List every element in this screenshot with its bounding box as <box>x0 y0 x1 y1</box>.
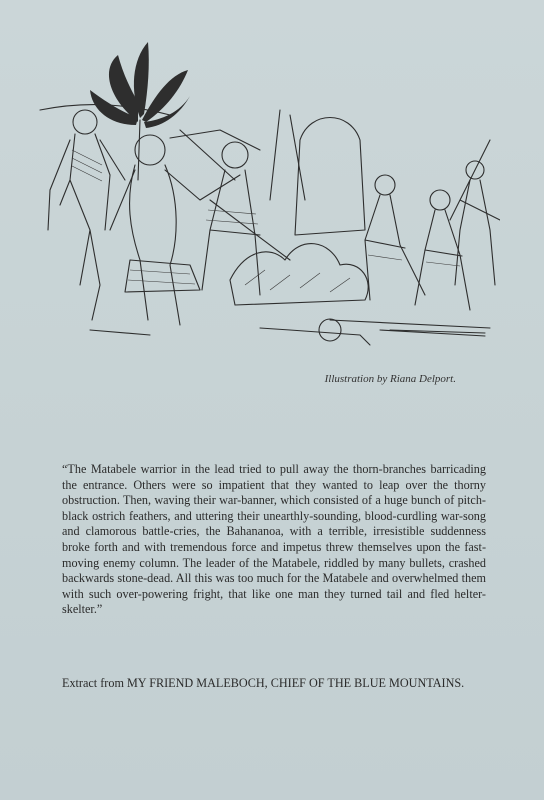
fallen-warrior <box>260 319 485 345</box>
warrior-illustration <box>30 30 500 360</box>
thorn-bush <box>230 244 368 305</box>
rock-outcrop <box>295 118 365 236</box>
central-warrior <box>110 130 260 325</box>
spear-warrior <box>180 130 290 295</box>
extract-source: Extract from MY FRIEND MALEBOCH, CHIEF OF THE BLUE MOUNTAINS. <box>62 676 465 690</box>
quoted-extract: “The Matabele warrior in the lead tried to pull away the thorn-branches barricading the entrance. Others were so impatient that they wanted to leap over the thorny obstruction. Then, waving their war-banner, which consisted of a huge bunch of pitch-black ostrich feathers, and uttering their unearthly-sounding, blood-curdling war-song and clamorous battle-cries, the Bahananoa, with a terrible, irresistible suddenness broke forth and with tremendous force and impetus threw themselves upon the fast-moving enemy column. The leader of the Matabele, riddled by many bullets, crashed backwards stone-dead. All this was too much for the Matabele and overwhelmed them with such over-powering fright, that like one man they turned tail and fled helter-skelter.” <box>62 462 486 617</box>
fleeing-warriors <box>365 140 500 310</box>
illustration-caption: Illustration by Riana Delport. <box>324 373 456 385</box>
ostrich-feather-banner <box>90 42 190 180</box>
left-warrior <box>48 110 125 320</box>
